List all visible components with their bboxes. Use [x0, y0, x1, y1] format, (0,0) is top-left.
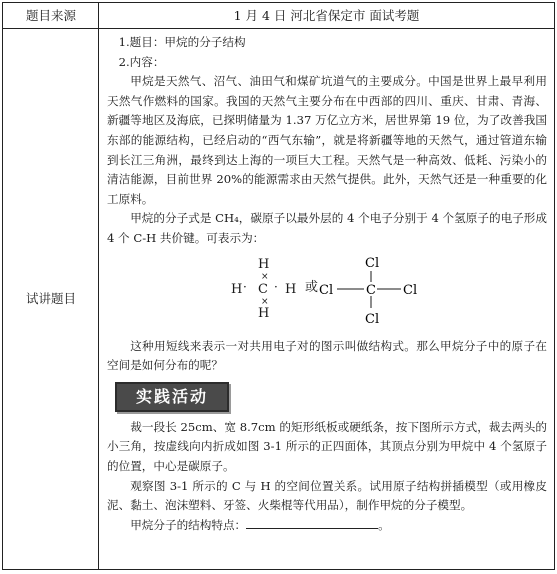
or-connector: 或 — [305, 279, 319, 295]
paragraph-intro: 甲烷是天然气、沼气、油田气和煤矿坑道气的主要成分。中国是世界上最早利用天然气作燃料的国家。我国的天然气主要分布在中西部的四川、重庆、甘肃、青海、新疆等地区及海底，已探明储量为 1.37 万亿立方米，居世界第 19 位，为了改善我国东部的能源结构，已经启动的“西气东输”，就是将新疆等地的天然气，通过管道东输到长江三角洲，最终到达上海的一项巨大工程。天然气是一种高效、低耗、污染小的清洁能源，目前世界 20%的能源需求由天然气提供。此外，天然气还是一种重要的化工原料。 — [107, 74, 547, 206]
lewis-left-h: H — [231, 281, 243, 297]
item-title: 1.题目：甲烷的分子结构 — [118, 35, 246, 49]
paragraph-model-task: 观察图 3-1 所示的 C 与 H 的空间位置关系。试用原子结构拼插模型（或用橡皮泥、黏土、泡沫塑料、牙签、火柴棍等代用品），制作甲烷的分子模型。 — [107, 478, 547, 513]
left-column — [3, 3, 99, 569]
paragraph-fill-blank — [107, 516, 547, 536]
paragraph-structure-question: 这种用短线来表示一对共用电子对的图示叫做结构式。那么甲烷分子中的原子在空间是如何分布的呢？ — [107, 338, 547, 373]
lewis-right-dots: · — [274, 279, 278, 294]
source-label: 题目来源 — [25, 8, 76, 23]
structure-figures — [107, 253, 547, 335]
lewis-center-c: C — [258, 281, 268, 297]
source-value: 1 月 4 日 河北省保定市 面试考题 — [233, 8, 420, 23]
lewis-bottom-dots: × — [261, 296, 269, 307]
lewis-top-h: H — [258, 256, 270, 272]
struct-center-c: C — [366, 282, 376, 298]
fill-blank-prompt: 甲烷分子的结构特点： — [130, 517, 247, 532]
lewis-right-h: H — [285, 281, 297, 297]
lewis-left-dots: · — [243, 279, 247, 294]
content-cell — [99, 29, 554, 569]
structural-formula — [319, 253, 429, 333]
electron-dot-formula — [231, 255, 301, 325]
topic-label: 试讲题目 — [25, 291, 76, 306]
lewis-bottom-h: H — [258, 305, 270, 321]
paragraph-formula: 甲烷的分子式是 CH₄，碳原子以最外层的 4 个电子分别于 4 个氢原子的电子形成 4 个 C-H 共价键。可表示为： — [107, 211, 547, 245]
struct-top-cl: Cl — [365, 255, 380, 271]
struct-bottom-cl: Cl — [365, 311, 380, 327]
item-content-heading: 2.内容： — [118, 54, 165, 69]
struct-right-cl: Cl — [403, 282, 418, 298]
struct-left-cl: Cl — [319, 282, 334, 298]
lewis-top-dots: × — [261, 271, 269, 282]
practice-activity-banner: 实践活动 — [115, 382, 229, 412]
paragraph-activity-steps: 裁一段长 25cm、宽 8.7cm 的矩形纸板或硬纸条，按下图所示方式，裁去两头的小三角，按虚线向内折成如图 3-1 所示的正四面体，其顶点分别为甲烷中 4 个氢原子的位置，中心是碳原子。 — [107, 419, 547, 473]
answer-blank — [246, 516, 378, 529]
problem-sheet-table — [2, 2, 555, 570]
fill-blank-end: 。 — [378, 517, 390, 532]
